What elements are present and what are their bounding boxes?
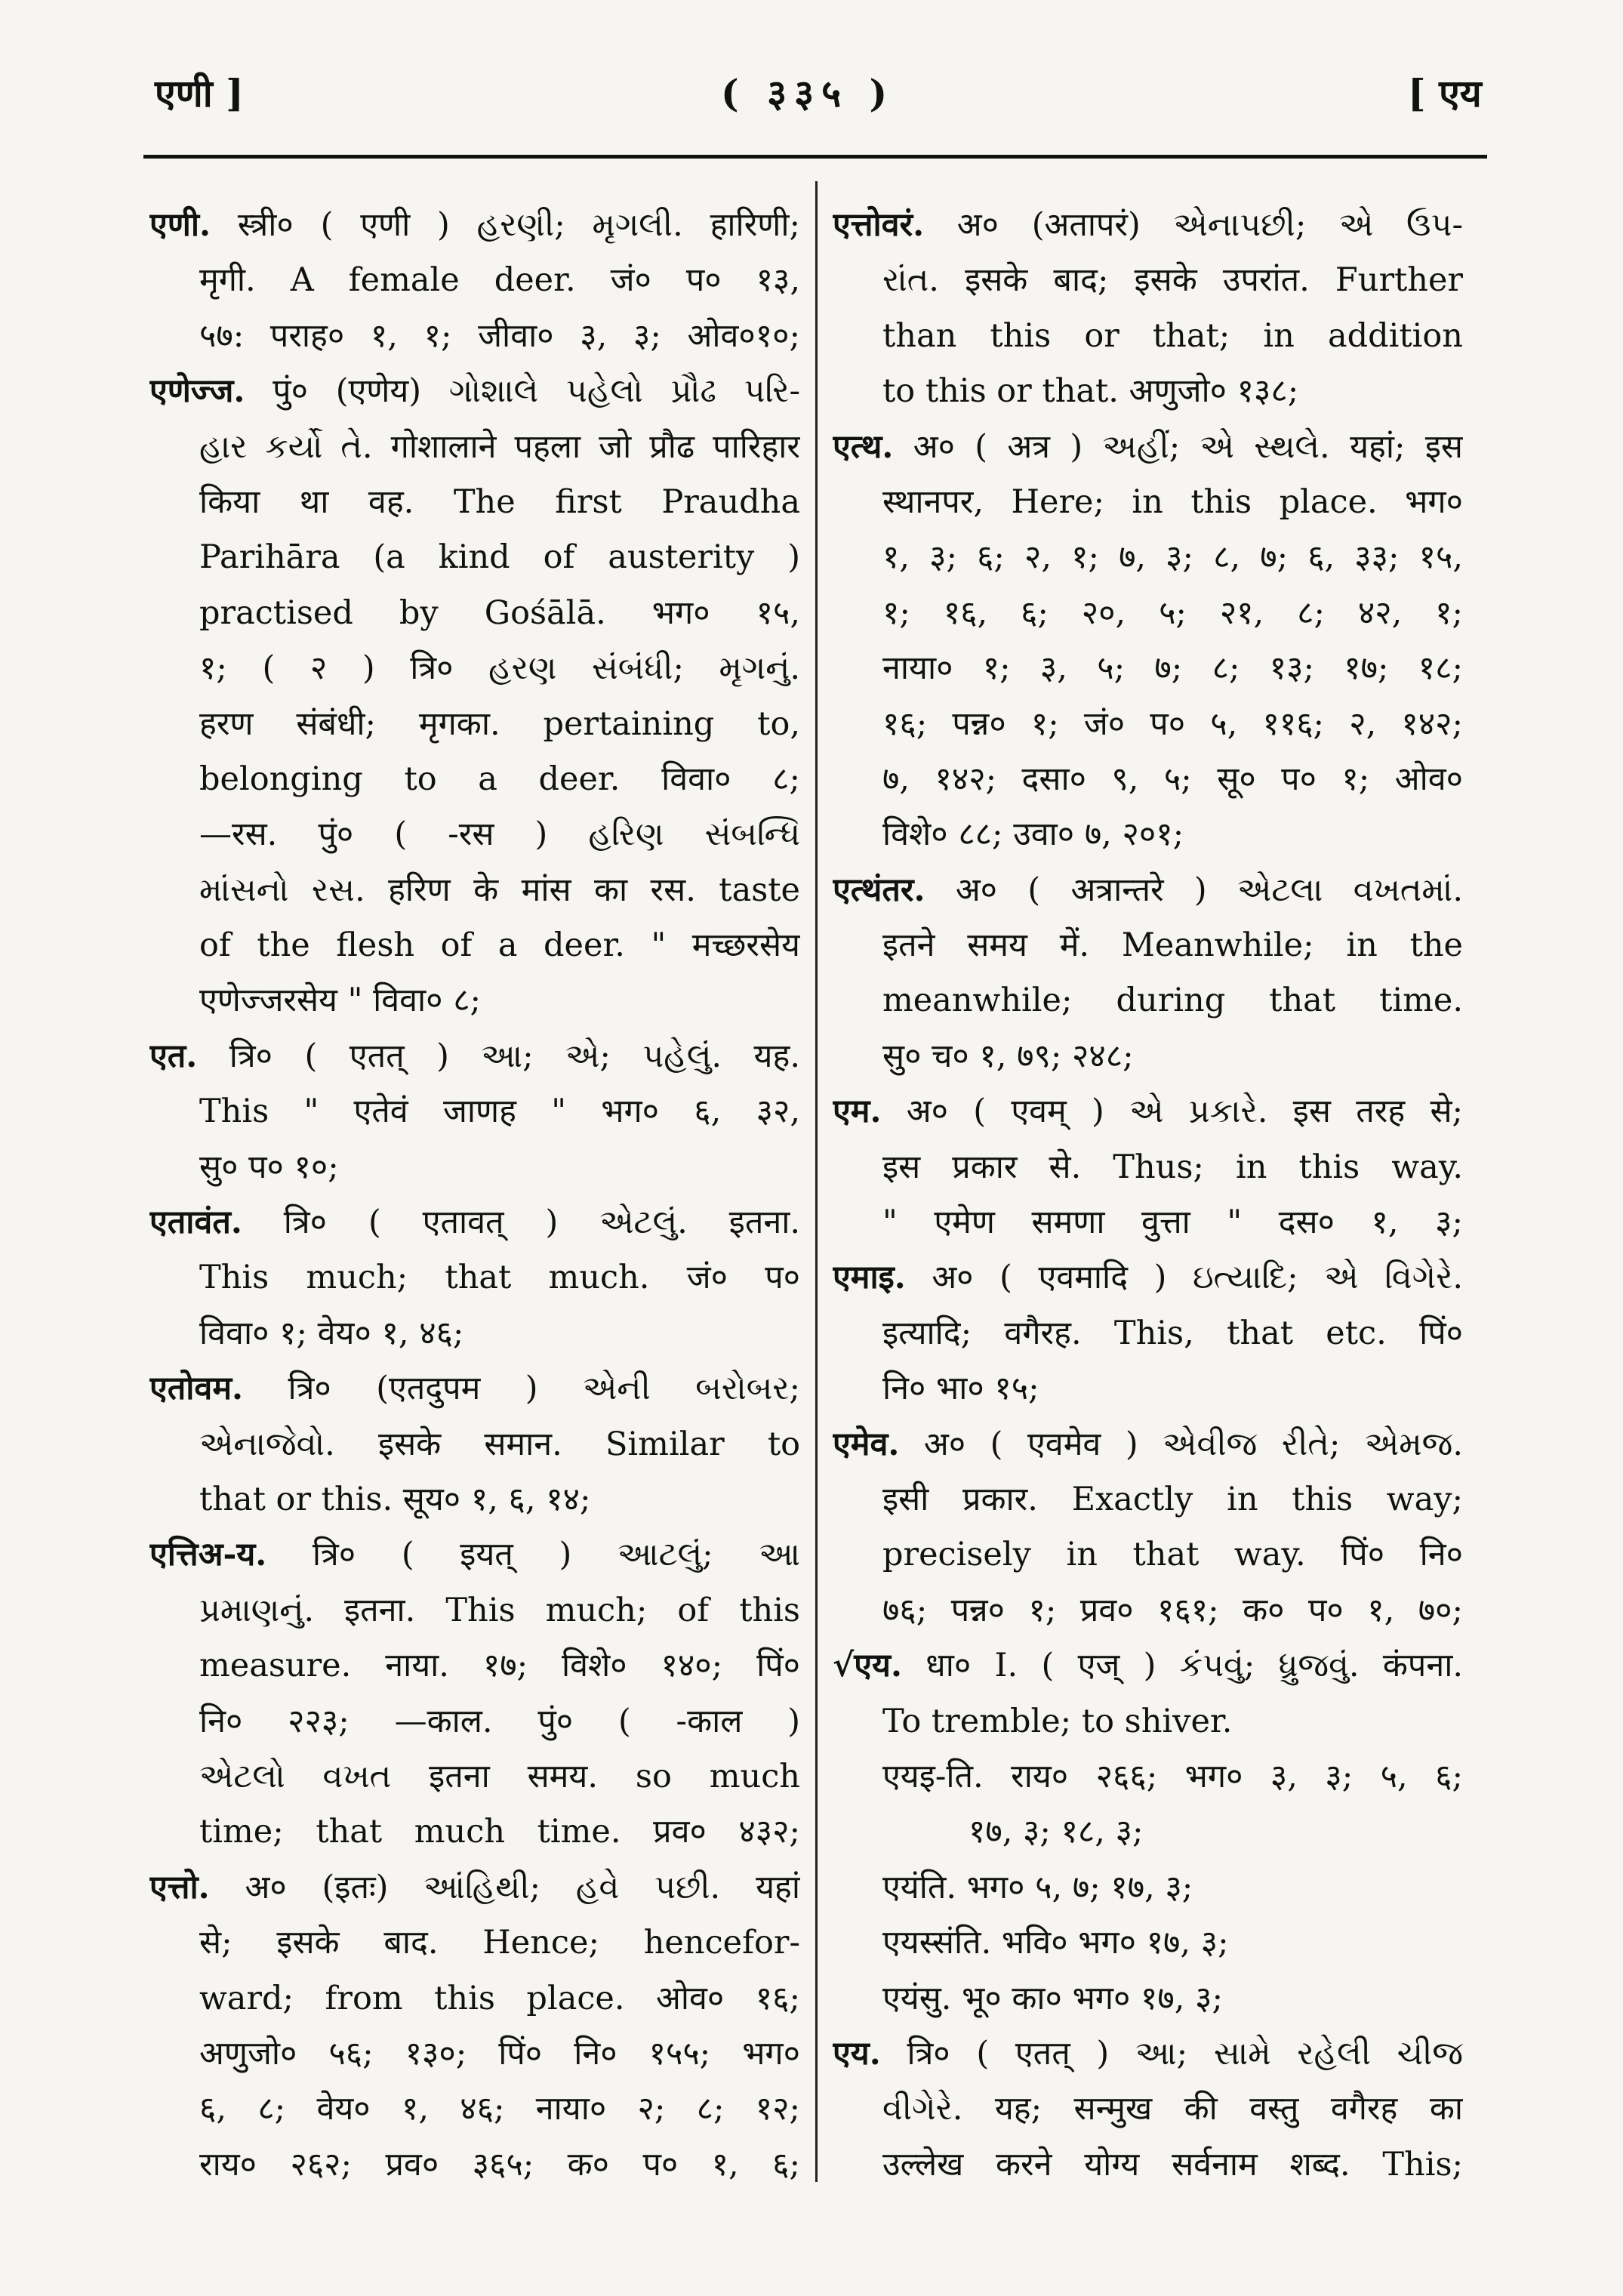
entry-line <box>833 641 1463 696</box>
definition-text: ward; from this place. ओव० १६; <box>199 1979 800 2017</box>
entry-line <box>833 475 1463 530</box>
definition-text: meanwhile; during that time. <box>882 982 1463 1020</box>
entry-line <box>833 530 1463 585</box>
definition-text: ७, १४२; दसा० ९, ५; सू० प० १; ओव० <box>882 760 1463 798</box>
entry-line-first <box>833 1250 1463 1305</box>
entry-line <box>833 1749 1463 1804</box>
definition-text: This much; that much. जं० प० <box>199 1259 800 1297</box>
column-divider <box>815 181 818 2182</box>
headword: एत्तोवरं. <box>833 206 925 244</box>
definition-text: अ० ( एवम् ) એ પ્રકારે. इस तरह से; <box>906 1093 1463 1131</box>
headword: एय. <box>833 2034 881 2073</box>
entry-line <box>149 253 800 308</box>
entry-line <box>149 420 800 475</box>
definition-text: अ० (इतः) આંહિથી; હવે પછી. यहां <box>245 1868 800 1906</box>
entry-line <box>833 1971 1463 2026</box>
header-rule <box>143 155 1487 159</box>
entry-line <box>833 752 1463 807</box>
definition-text: રાંત. इसके बाद; इसके उपरांत. Further <box>882 261 1463 300</box>
entry-line <box>833 1694 1463 1749</box>
definition-text: सु० प० १०; <box>199 1148 339 1186</box>
definition-text: स्थानपर, Here; in this place. भग० <box>882 482 1463 521</box>
definition-text: त्रि० ( इयत् ) આટલું; આ <box>312 1536 800 1574</box>
headword: एमेव. <box>833 1425 900 1463</box>
definition-text: इसी प्रकार. Exactly in this way; <box>882 1480 1463 1518</box>
entry-line-first <box>149 364 800 419</box>
definition-text: सु० च० १, ७९; २४८; <box>882 1037 1134 1075</box>
entry-line <box>833 973 1463 1028</box>
definition-text: विशे० ८८; उवा० ७, २०१; <box>882 815 1184 854</box>
entry-line <box>149 586 800 641</box>
entry-line <box>833 1029 1463 1084</box>
headword: एत्थ. <box>833 427 894 466</box>
definition-text: किया था वह. The first Praudha <box>199 482 800 521</box>
definition-text: इस प्रकार से. Thus; in this way. <box>882 1148 1463 1186</box>
definition-text: practised by Gośālā. भग० १५, <box>199 593 800 632</box>
definition-text: अ० ( एवमादि ) ઇત્યાદિ; એ વિગેરે. <box>932 1259 1463 1297</box>
definition-text: से; इसके बाद. Hence; hencefor- <box>199 1924 800 1962</box>
headword: √एय. <box>833 1647 902 1685</box>
entry-line <box>833 697 1463 752</box>
entry-line <box>833 807 1463 862</box>
entry-line <box>149 1084 800 1139</box>
entry-line <box>833 586 1463 641</box>
definition-text: Parihāra (a kind of austerity ) <box>199 538 800 577</box>
entry-line <box>149 1749 800 1804</box>
definition-text: नाया० १; ३, ५; ७; ८; १३; १७; १८; <box>882 649 1463 688</box>
definition-text: इतने समय में. Meanwhile; in the <box>882 926 1463 965</box>
definition-text: ५७: पराह० १, १; जीवा० ३, ३; ओव०१०; <box>199 316 800 355</box>
page-number: ( ३३५ ) <box>721 71 895 116</box>
running-head-left: एणी ] <box>155 71 244 116</box>
definition-text: belonging to a deer. विवा० ८; <box>199 760 800 798</box>
entry-line <box>149 530 800 585</box>
definition-text: त्रि० ( एतत् ) આ; સામે રહેલી ચીજ <box>907 2034 1463 2073</box>
definition-text: एणेज्जरसेय " विवा० ८; <box>199 982 482 1020</box>
entry-line <box>833 1306 1463 1361</box>
headword: एत्तिअ-य. <box>149 1536 267 1574</box>
entry-line <box>149 1417 800 1472</box>
entry-line <box>149 1583 800 1638</box>
entry-line-first <box>149 1860 800 1915</box>
running-head-right: [ एय <box>1408 71 1482 116</box>
definition-text: precisely in that way. पिं० नि० <box>882 1536 1463 1574</box>
entry-line <box>149 1694 800 1749</box>
headword: एत्थंतर. <box>833 871 925 909</box>
definition-text: हरण संबंधी; मृगका. pertaining to, <box>199 704 800 743</box>
entry-line <box>833 1195 1463 1250</box>
definition-text: એટલો વખત इतना समय. so much <box>199 1757 800 1795</box>
entry-line <box>149 863 800 918</box>
definition-text: अ० ( एवमेव ) એવીજ રીતે; એમજ. <box>923 1425 1463 1463</box>
entry-line <box>833 1527 1463 1583</box>
entry-line <box>833 1472 1463 1527</box>
entry-line-first <box>833 2026 1463 2082</box>
definition-text: એનાજેવો. इसके समान. Similar to <box>199 1425 800 1463</box>
definition-text: that or this. सूय० १, ६, १४; <box>199 1480 591 1518</box>
headword: एतोवम. <box>149 1370 244 1408</box>
definition-text: अ० ( अत्रान्तरे ) એટલા વખતમાં. <box>955 871 1463 909</box>
headword: एम. <box>833 1093 882 1131</box>
entry-line <box>149 1472 800 1527</box>
entry-line-first <box>833 1084 1463 1139</box>
entry-line <box>149 1638 800 1693</box>
entry-line <box>833 1140 1463 1195</box>
entry-line <box>149 475 800 530</box>
entry-line-first <box>833 420 1463 475</box>
definition-text: स्त्री० ( एणी ) હરણી; મૃગલી. हारिणी; <box>237 206 800 244</box>
entry-line <box>833 1361 1463 1416</box>
entry-line <box>149 1306 800 1361</box>
entry-line-first <box>149 198 800 253</box>
headword: एतावंत. <box>149 1203 242 1242</box>
definition-text: अणुजो० ५६; १३०; पिं० नि० १५५; भग० <box>199 2034 800 2073</box>
entry-line-first <box>833 863 1463 918</box>
entry-line <box>833 2082 1463 2137</box>
inflected-form-line: एयस्संति. भवि० भग० १७, ३; <box>882 1924 1229 1962</box>
definition-text: अ० (अतापरं) એનાપછી; એ ઉપ- <box>956 206 1463 244</box>
definition-text: measure. नाया. १७; विशे० १४०; पिं० <box>199 1647 800 1685</box>
entry-line <box>833 1804 1463 1860</box>
definition-text: to this or that. अणुजो० १३८; <box>882 372 1299 411</box>
definition-text: માંસનો રસ. हरिण के मांस का रस. taste <box>199 871 800 909</box>
entry-line <box>149 309 800 364</box>
definition-text: of the flesh of a deer. " मच्छरसेय <box>199 926 800 965</box>
entry-line <box>149 641 800 696</box>
entry-line <box>149 697 800 752</box>
headword: एत. <box>149 1037 198 1075</box>
entry-line <box>149 1915 800 1971</box>
definition-text: १७, ३; १८, ३; <box>969 1813 1144 1851</box>
definition-text: ७६; पन्न० १; प्रव० १६१; क० प० १, ७०; <box>882 1591 1463 1629</box>
definition-text: time; that much time. प्रव० ४३२; <box>199 1813 800 1851</box>
definition-text: मृगी. A female deer. जं० प० १३, <box>199 261 800 300</box>
inflected-form-line: एयंसु. भू० का० भग० १७, ३; <box>882 1979 1223 2017</box>
entry-line <box>833 1583 1463 1638</box>
definition-text: " एमेण समणा वुत्ता " दस० १, ३; <box>882 1203 1463 1242</box>
definition-text: પ્રમાણનું. इतना. This much; of this <box>199 1591 800 1629</box>
definition-text: अ० ( अत्र ) અહીં; એ સ્થલે. यहां; इस <box>913 427 1463 466</box>
entry-line-first <box>833 1417 1463 1472</box>
definition-text: त्रि० (एतदुपम ) એની બરોબર; <box>288 1370 800 1408</box>
definition-text: त्रि० ( एतत् ) આ; એ; પહેલું. यह. <box>229 1037 800 1075</box>
entry-line-first <box>149 1361 800 1416</box>
inflected-form-line: एयंति. भग० ५, ७; १७, ३; <box>882 1868 1193 1906</box>
definition-text: ६, ८; वेय० १, ४६; नाया० २; ८; १२; <box>199 2090 800 2128</box>
entry-line <box>149 1804 800 1860</box>
definition-text: This " एतेवं जाणह " भग० ६, ३२, <box>199 1093 800 1131</box>
entry-line <box>149 973 800 1028</box>
definition-text: इत्यादि; वगैरह. This, that etc. पिं० <box>882 1314 1463 1352</box>
definition-text: १, ३; ६; २, १; ७, ३; ८, ७; ६, ३३; १५, <box>882 538 1463 577</box>
entry-line <box>149 1140 800 1195</box>
headword: एणेज्ज. <box>149 372 245 411</box>
left-column <box>149 198 800 2193</box>
entry-line <box>149 1250 800 1305</box>
entry-line <box>833 2137 1463 2193</box>
definition-text: १६; पन्न० १; जं० प० ५, ११६; २, १४२; <box>882 704 1463 743</box>
entry-line-first <box>833 198 1463 253</box>
definition-text: હાર કર્યો તે. गोशालाने पहला जो प्रौढ पारिहार <box>199 427 800 466</box>
entry-line-first <box>149 1527 800 1583</box>
inflected-form-line: एयइ-ति. राय० २६६; भग० ३, ३; ५, ६; <box>882 1757 1463 1795</box>
definition-text: त्रि० ( एतावत् ) એટલું. इतना. <box>283 1203 800 1242</box>
definition-text: વીગેરે. यह; सन्मुख की वस्तु वगैरह का <box>882 2090 1463 2128</box>
definition-text: पुं० (एणेय) ગોશાલે પહેલો પ્રૌઢ પરિ- <box>273 372 800 411</box>
entry-line <box>833 1860 1463 1915</box>
definition-text: नि० भा० १५; <box>882 1370 1039 1408</box>
entry-line <box>149 752 800 807</box>
headword: एणी. <box>149 206 211 244</box>
entry-line <box>149 2082 800 2137</box>
definition-text: than this or that; in addition <box>882 316 1463 355</box>
headword: एत्तो. <box>149 1868 210 1906</box>
entry-line-first <box>149 1029 800 1084</box>
entry-line <box>149 807 800 862</box>
definition-text: To tremble; to shiver. <box>882 1702 1233 1740</box>
entry-line <box>149 918 800 973</box>
headword: एमाइ. <box>833 1259 906 1297</box>
entry-line <box>833 918 1463 973</box>
entry-line <box>833 364 1463 419</box>
definition-text: धा० I. ( एज् ) કંપવું; ધ્રુજવું. कंपना. <box>925 1647 1463 1685</box>
definition-text: उल्लेख करने योग्य सर्वनाम शब्द. This; <box>882 2145 1463 2184</box>
definition-text: १; ( २ ) त्रि० હરણ સંબંધી; મૃગનું. <box>199 649 800 688</box>
entry-line <box>149 1971 800 2026</box>
entry-line <box>833 309 1463 364</box>
definition-text: नि० २२३; —काल. पुं० ( -काल ) <box>199 1702 800 1740</box>
definition-text: विवा० १; वेय० १, ४६; <box>199 1314 464 1352</box>
definition-text: राय० २६२; प्रव० ३६५; क० प० १, ६; <box>199 2145 800 2184</box>
entry-line-first <box>833 1638 1463 1693</box>
entry-line <box>833 253 1463 308</box>
right-column <box>833 198 1463 2193</box>
entry-line <box>149 2137 800 2193</box>
definition-text: —रस. पुं० ( -रस ) હરિણ સંબન્ધિ <box>199 815 800 854</box>
definition-text: १; १६, ६; २०, ५; २१, ८; ४२, १; <box>882 593 1463 632</box>
entry-line <box>833 1915 1463 1971</box>
entry-line <box>149 2026 800 2082</box>
entry-line-first <box>149 1195 800 1250</box>
